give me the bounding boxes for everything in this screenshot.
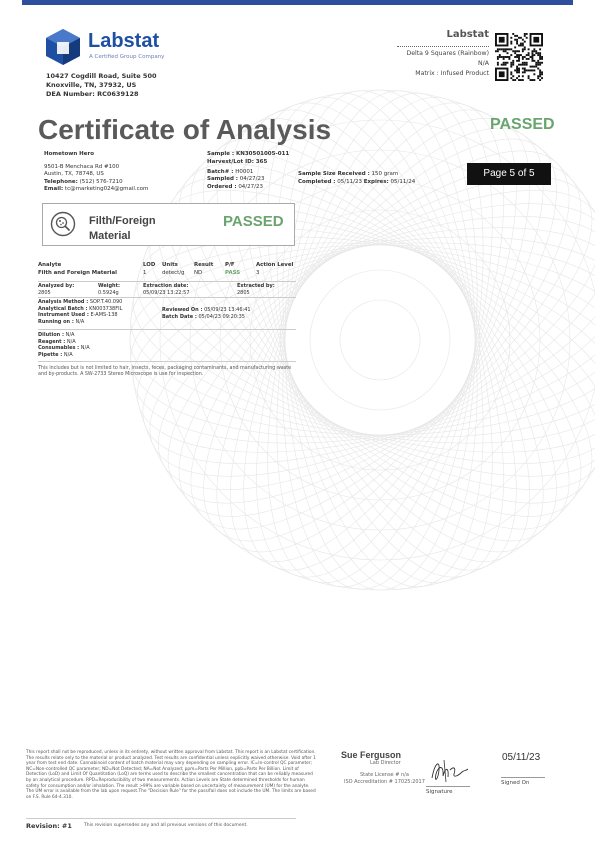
sample-dates [298, 171, 415, 187]
document-title: Certificate of Analysis [38, 114, 332, 145]
results-table [38, 262, 296, 278]
address-line1: 10427 Cogdill Road, Suite 500 [46, 72, 157, 80]
sample-id: Sample : KN30501005-011 [207, 151, 290, 157]
cell-pf: PASS [225, 270, 241, 276]
reagent-details [38, 332, 90, 358]
divider [38, 329, 296, 330]
signer-role: Lab Director [370, 760, 401, 766]
col-result: Result [194, 262, 214, 268]
ordered-value: 04/27/23 [238, 184, 264, 191]
client-city: Austin, TX, 78748, US [44, 171, 104, 178]
analytical-batch-label: Analytical Batch : [38, 305, 88, 312]
extraction-date-label: Extraction date: [143, 283, 189, 289]
consumables-label: Consumables : [38, 345, 80, 351]
analyzed-by-value: 2805 [38, 289, 51, 296]
cell-units: detect/g [162, 270, 185, 276]
signer-credentials [344, 772, 425, 785]
analyzed-by-label: Analyzed by: [38, 283, 75, 289]
instrument-value: E-AMS-138 [90, 312, 118, 318]
labstat-logo-icon [44, 28, 82, 66]
client-telephone: (512) 576-7210 [79, 178, 123, 185]
page-indicator: Page 5 of 5 [467, 163, 551, 185]
batch-value: H0001 [235, 168, 254, 175]
state-license: State License # n/a [359, 772, 409, 778]
size-label: Sample Size Received : [298, 171, 370, 177]
dilution-value: N/A [65, 332, 75, 338]
extracted-by-value: 2805 [237, 289, 250, 296]
extraction-date-value: 05/09/23 13:22:57 [143, 289, 190, 296]
revision-number: Revision: #1 [26, 822, 72, 830]
col-action-level: Action Level [256, 262, 294, 268]
reagent-value: N/A [66, 338, 76, 345]
col-units: Units [162, 262, 178, 268]
size-value: 150 gram [371, 171, 399, 177]
method-label: Analysis Method : [38, 299, 89, 305]
batch-date-label: Batch Date : [162, 313, 197, 320]
table-header [38, 262, 296, 270]
sampled-label: Sampled : [207, 176, 239, 183]
method-value: SOP.T.40.090 [89, 299, 123, 305]
batch-date-value: 05/04/23 09:20:35 [198, 313, 245, 320]
footer-divider [26, 818, 296, 819]
analysis-meta [38, 283, 296, 297]
divider [38, 281, 296, 282]
table-row [38, 270, 296, 278]
brand-tagline: A Certified Group Company [89, 54, 165, 60]
iso-accreditation: ISO Accreditation # 17025:2017 [344, 778, 425, 785]
signed-date: 05/11/23 [502, 752, 541, 763]
product-name: Delta 9 Squares (Rainbow) [406, 50, 489, 57]
brand-name: Labstat [88, 30, 160, 52]
signature-line [426, 786, 470, 787]
email-label: Email: [44, 185, 64, 192]
footer-disclaimer: This report shall not be reproduced, unless in its entirety, without written approval from Labstat. This report is an Labstat certification. The results relate only to the material or product analyzed. Test results are confidential unless explicitly waived otherwise. Void after 1 year from test end date. Cannabinoid content of batch material may vary depending on sampling error. IC=In-control QC parameter; NC=Non-controlled QC parameter; ND=Not Detected; NA=Not Analyzed; ppm=Parts Per Million, ppb=Parts Per Billion. Limit of Detection (LoD) and Limit Of Quantitation (LoQ) are terms used to describe the smallest concentration that can be reliably measured by an analytical procedure. RPD=Reproducibility of two measurements. Action Levels are State determined thresholds for human safety for consumption and/or inhalation. The result >99% are variable based on uncertainty of measurement (UM) for the analyte. The UM error is available from the lab upon request.The "Decision Rule" for the pass/fail does not include the UM. The limits are based on F.S. Rule 64-4.310. [26, 750, 316, 800]
product-header [397, 30, 489, 79]
completed-label: Completed : [298, 178, 336, 185]
lab-name: Labstat [446, 29, 489, 40]
analysis-details [38, 299, 296, 329]
weight-value: 0.5924g [98, 289, 119, 296]
client-name: Hometown Hero [44, 151, 94, 157]
weight-label: Weight: [98, 283, 120, 289]
telephone-label: Telephone: [44, 178, 78, 185]
harvest-lot: Harvest/Lot ID: 365 [207, 158, 268, 165]
overall-status-badge: PASSED [490, 116, 555, 133]
signature-image [426, 756, 472, 786]
divider [38, 297, 296, 298]
pipette-value: N/A [63, 351, 73, 358]
expires-label: Expires: [363, 178, 389, 185]
section-status-badge: PASSED [223, 213, 284, 230]
method-note: This includes but is not limited to hair, insects, feces, packaging contaminants, and manufacturing waste and by-products. A SW-2733 Stereo Microscope is use for inspection. [38, 366, 292, 377]
ordered-label: Ordered : [207, 184, 237, 191]
sample-info [207, 151, 289, 192]
top-accent-bar [22, 0, 573, 5]
cell-result: ND [194, 270, 203, 276]
extracted-by-label: Extracted by: [237, 283, 275, 289]
dilution-label: Dilution : [38, 332, 64, 338]
sampled-value: 04/27/23 [239, 176, 265, 183]
reviewed-label: Reviewed On : [162, 307, 203, 313]
signed-on-label: Signed On [501, 780, 530, 786]
divider [38, 361, 296, 362]
cell-action-level: 3 [256, 270, 260, 276]
revision-note: This revision supersedes any and all previous versions of this document. [84, 823, 248, 828]
col-analyte: Analyte [38, 262, 62, 268]
address-line2: Knoxville, TN, 37932, US [46, 81, 137, 89]
client-street: 9501-B Menchaca Rd #100 [44, 164, 120, 171]
lab-address [46, 72, 157, 99]
batch-label: Batch# : [207, 168, 234, 175]
client-info [44, 151, 148, 193]
client-email[interactable]: tc@marketing024@gmail.com [64, 185, 149, 192]
completed-value: 05/11/23 [337, 178, 362, 185]
instrument-label: Instrument Used : [38, 312, 89, 318]
date-line [501, 777, 545, 778]
section-title-line1: Filth/Foreign [89, 215, 156, 227]
pipette-label: Pipette : [38, 351, 63, 358]
product-na: N/A [478, 60, 489, 67]
dotted-divider [397, 46, 489, 47]
signature-label: Signature [426, 789, 453, 795]
col-lod: LOD [143, 262, 156, 268]
col-pf: P/F [225, 262, 235, 268]
section-title [89, 214, 156, 244]
product-matrix: Matrix : Infused Product [415, 70, 489, 77]
dea-number: DEA Number: RC0639128 [46, 90, 139, 98]
running-label: Running on : [38, 318, 74, 325]
analytical-batch-value: KN003738FIL [89, 305, 123, 312]
expires-value: 05/11/24 [390, 178, 416, 185]
magnifier-icon [50, 211, 76, 237]
running-value: N/A [75, 318, 85, 325]
watermark-pattern [120, 80, 595, 600]
consumables-value: N/A [80, 345, 90, 351]
reagent-label: Reagent : [38, 338, 66, 345]
section-title-line2: Material [89, 230, 131, 242]
reviewed-value: 05/09/23 13:46:41 [204, 307, 251, 313]
cell-analyte: Filth and Foreign Material [38, 270, 118, 276]
signer-name: Sue Ferguson [341, 750, 402, 760]
cell-lod: 1 [143, 270, 147, 276]
qr-code-icon[interactable] [495, 33, 543, 81]
